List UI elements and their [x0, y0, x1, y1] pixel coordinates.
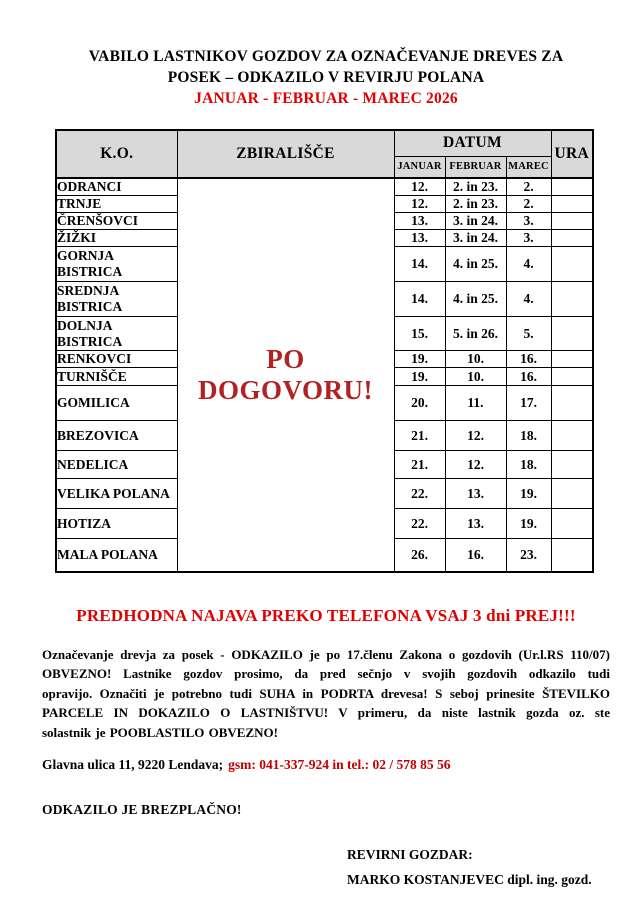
ura-cell — [551, 368, 593, 386]
februar-cell: 11. — [445, 386, 506, 421]
januar-cell: 12. — [394, 196, 445, 213]
header-month-marec: MAREC — [506, 156, 551, 178]
paragraph-line: solastnik je POOBLASTILO OBVEZNO! — [42, 724, 278, 740]
marec-cell: 2. — [506, 178, 551, 196]
marec-cell: 18. — [506, 421, 551, 451]
februar-cell: 2. in 23. — [445, 178, 506, 196]
februar-cell: 5. in 26. — [445, 317, 506, 351]
ura-cell — [551, 479, 593, 509]
document-title — [42, 46, 610, 109]
ura-cell — [551, 539, 593, 572]
ura-cell — [551, 386, 593, 421]
ko-cell: GORNJA BISTRICA — [56, 247, 177, 282]
ura-cell — [551, 451, 593, 479]
januar-cell: 21. — [394, 421, 445, 451]
ko-cell: SREDNJA BISTRICA — [56, 282, 177, 317]
title-line-1: VABILO LASTNIKOV GOZDOV ZA OZNAČEVANJE DREVES ZA — [88, 48, 564, 65]
paragraph-line: OBVEZNO! Lastnike gozdov prosimo, da pred sečnjo v svojih gozdovih odkazilo tudi — [42, 666, 610, 681]
address-text: Glavna ulica 11, 9220 Lendava; — [42, 757, 224, 772]
januar-cell: 20. — [394, 386, 445, 421]
ko-cell: ČRENŠOVCI — [56, 213, 177, 230]
info-paragraph — [42, 645, 610, 743]
marec-cell: 4. — [506, 247, 551, 282]
ura-cell — [551, 230, 593, 247]
ura-cell — [551, 196, 593, 213]
februar-cell: 4. in 25. — [445, 247, 506, 282]
marec-cell: 4. — [506, 282, 551, 317]
februar-cell: 4. in 25. — [445, 282, 506, 317]
januar-cell: 13. — [394, 230, 445, 247]
marec-cell: 19. — [506, 479, 551, 509]
signature-role: REVIRNI GOZDAR: — [347, 847, 473, 862]
februar-cell: 3. in 24. — [445, 213, 506, 230]
februar-cell: 12. — [445, 421, 506, 451]
januar-cell: 22. — [394, 509, 445, 539]
februar-cell: 12. — [445, 451, 506, 479]
zbiralisce-line-1: PO — [266, 343, 305, 374]
ko-cell: RENKOVCI — [56, 351, 177, 368]
header-datum: DATUM — [394, 130, 551, 156]
februar-cell: 13. — [445, 509, 506, 539]
ko-cell: ODRANCI — [56, 178, 177, 196]
februar-cell: 10. — [445, 351, 506, 368]
januar-cell: 14. — [394, 247, 445, 282]
januar-cell: 22. — [394, 479, 445, 509]
ko-cell: BREZOVICA — [56, 421, 177, 451]
ko-cell: GOMILICA — [56, 386, 177, 421]
marec-cell: 17. — [506, 386, 551, 421]
signature-name: MARKO KOSTANJEVEC dipl. ing. gozd. — [347, 872, 592, 887]
marec-cell: 18. — [506, 451, 551, 479]
februar-cell: 10. — [445, 368, 506, 386]
header-ko: K.O. — [56, 130, 177, 178]
januar-cell: 19. — [394, 368, 445, 386]
free-notice: ODKAZILO JE BREZPLAČNO! — [42, 802, 242, 817]
januar-cell: 12. — [394, 178, 445, 196]
zbiralisce-line-2: DOGOVORU! — [198, 374, 373, 405]
ko-cell: NEDELICA — [56, 451, 177, 479]
phone-numbers: gsm: 041-337-924 in tel.: 02 / 578 85 56 — [228, 757, 451, 772]
signature-block — [347, 842, 610, 892]
marec-cell: 16. — [506, 368, 551, 386]
marec-cell: 19. — [506, 509, 551, 539]
januar-cell: 13. — [394, 213, 445, 230]
paragraph-line: Označevanje drevja za posek - ODKAZILO je po 17.členu Zakona o gozdovih (Ur.l.RS 110/07) — [42, 646, 610, 662]
ko-cell: TRNJE — [56, 196, 177, 213]
ura-cell — [551, 509, 593, 539]
januar-cell: 19. — [394, 351, 445, 368]
ko-cell: VELIKA POLANA — [56, 479, 177, 509]
februar-cell: 13. — [445, 479, 506, 509]
ko-cell: TURNIŠČE — [56, 368, 177, 386]
ura-cell — [551, 247, 593, 282]
marec-cell: 3. — [506, 213, 551, 230]
ura-cell — [551, 317, 593, 351]
marec-cell: 23. — [506, 539, 551, 572]
header-month-februar: FEBRUAR — [445, 156, 506, 178]
januar-cell: 26. — [394, 539, 445, 572]
address-line — [42, 757, 610, 773]
februar-cell: 16. — [445, 539, 506, 572]
februar-cell: 2. in 23. — [445, 196, 506, 213]
marec-cell: 2. — [506, 196, 551, 213]
ura-cell — [551, 421, 593, 451]
ko-cell: ŽIŽKI — [56, 230, 177, 247]
table-row — [56, 178, 593, 196]
marec-cell: 3. — [506, 230, 551, 247]
ura-cell — [551, 178, 593, 196]
januar-cell: 14. — [394, 282, 445, 317]
ko-cell: MALA POLANA — [56, 539, 177, 572]
ko-cell: DOLNJA BISTRICA — [56, 317, 177, 351]
marec-cell: 16. — [506, 351, 551, 368]
ko-cell: HOTIZA — [56, 509, 177, 539]
januar-cell: 15. — [394, 317, 445, 351]
ura-cell — [551, 282, 593, 317]
ura-cell — [551, 351, 593, 368]
januar-cell: 21. — [394, 451, 445, 479]
header-zbiralisce: ZBIRALIŠČE — [177, 130, 394, 178]
paragraph-line: PARCELE IN DOKAZILO O LASTNIŠTVU! V primeru, da niste lastnik gozda oz. ste — [42, 705, 610, 720]
title-line-2: POSEK – ODKAZILO V REVIRJU POLANA — [167, 69, 485, 86]
zbiralisce-value — [177, 178, 394, 572]
februar-cell: 3. in 24. — [445, 230, 506, 247]
marec-cell: 5. — [506, 317, 551, 351]
title-line-3: JANUAR - FEBRUAR - MAREC 2026 — [194, 90, 458, 107]
paragraph-line: opravijo. Označiti je potrebno tudi SUHA in PODRTA drevesa! S seboj prinesite ŠTEVILKO — [42, 685, 610, 701]
schedule-table — [55, 129, 594, 573]
header-month-januar: JANUAR — [394, 156, 445, 178]
header-ura: URA — [551, 130, 593, 178]
phone-notice: PREDHODNA NAJAVA PREKO TELEFONA VSAJ 3 dni PREJ!!! — [76, 605, 576, 625]
ura-cell — [551, 213, 593, 230]
